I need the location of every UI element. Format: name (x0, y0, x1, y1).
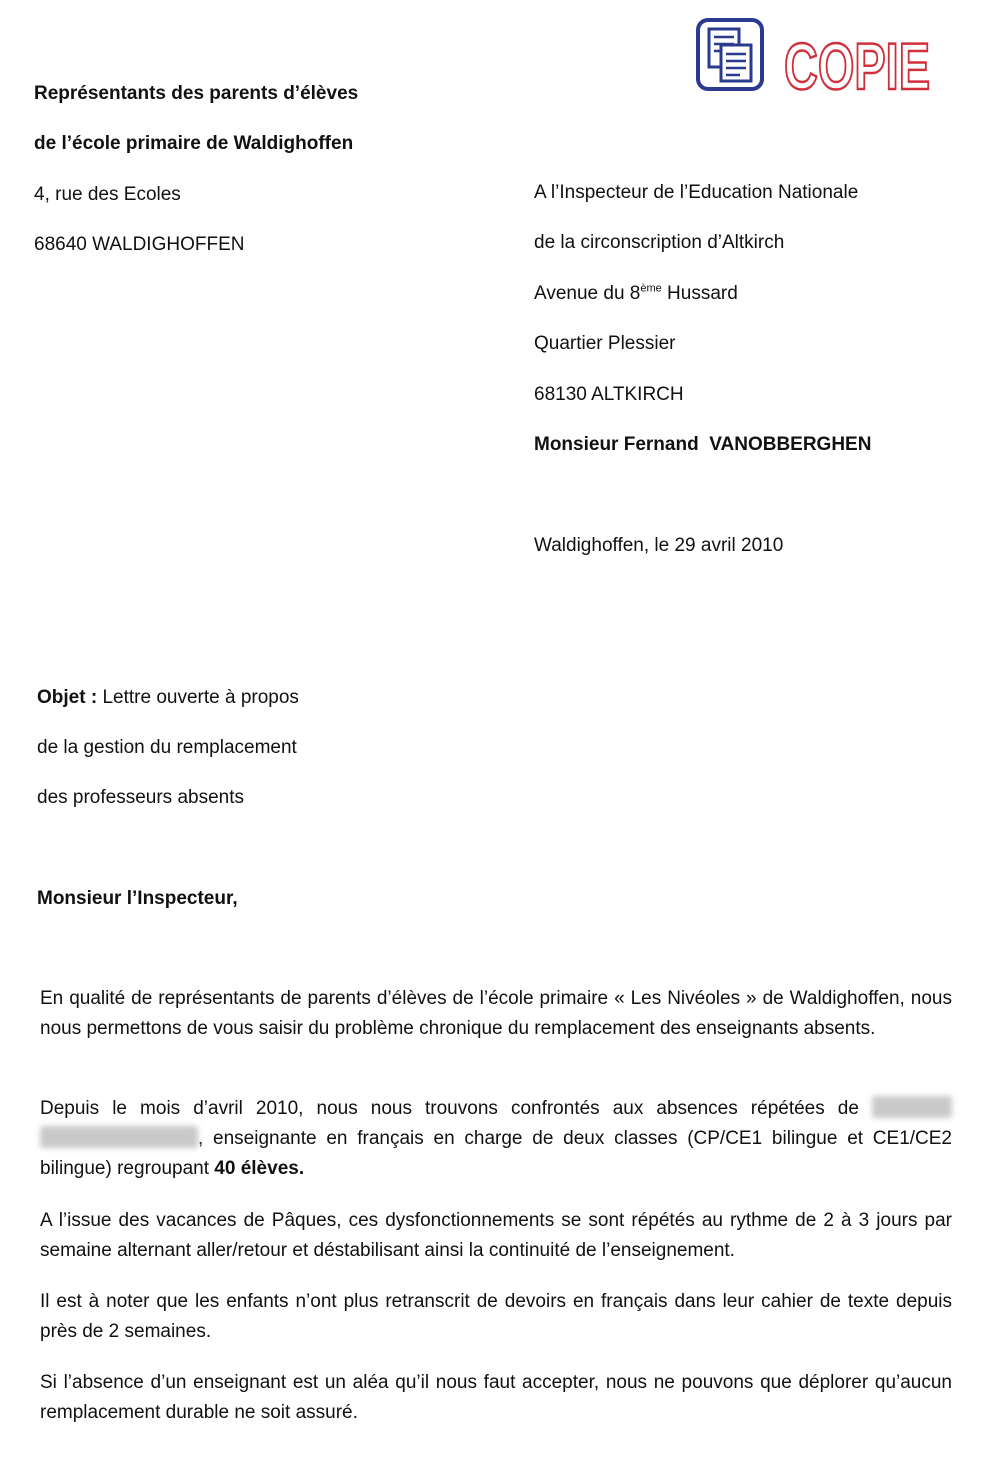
subject-line1: Objet : Lettre ouverte à propos (37, 687, 299, 708)
recipient-line1: A l’Inspecteur de l’Education Nationale (534, 182, 859, 203)
subject-line2: de la gestion du remplacement (37, 737, 297, 758)
body-paragraph-5: Si l’absence d’un enseignant est un aléa qu’il nous faut accepter, nous ne pouvons que déplorer qu’aucun remplacement durable ne soit assuré. (40, 1372, 952, 1423)
body-paragraph-2: Depuis le mois d’avril 2010, nous nous trouvons confrontés aux absences répétées de , enseignante en français en charge de deux classes (CP/CE1 bilingue et CE1/CE2 bilingue) regroupant 40 élèves. (40, 1098, 952, 1179)
document-stamp-icon (695, 17, 765, 92)
subject-label: Objet : (37, 687, 98, 708)
sender-city: 68640 WALDIGHOFFEN (34, 234, 245, 255)
recipient-line5: 68130 ALTKIRCH (534, 384, 684, 405)
recipient-line2: de la circonscription d’Altkirch (534, 232, 785, 253)
body-paragraph-3: A l’issue des vacances de Pâques, ces dysfonctionnements se sont répétés au rythme de 2 à 3 jours par semaine alternant aller/retour et déstabilisant ainsi la continuité de l’enseignement. (40, 1210, 952, 1261)
sender-line1: Représentants des parents d’élèves (34, 83, 359, 104)
subject-line3: des professeurs absents (37, 787, 245, 808)
recipient-name: Monsieur Fernand VANOBBERGHEN (534, 434, 872, 455)
body-paragraph-4: Il est à noter que les enfants n’ont plus retranscrit de devoirs en français dans leur cahier de texte depuis près de 2 semaines. (40, 1291, 952, 1342)
recipient-line3: Avenue du 8ème Hussard (534, 282, 738, 304)
body-paragraph-1: En qualité de représentants de parents d’élèves de l’école primaire « Les Nivéoles » de Waldighoffen, nous nous permettons de vous saisir du problème chronique du remplacement des enseignants absents. (40, 988, 952, 1039)
recipient-line4: Quartier Plessier (534, 333, 676, 354)
letter-date: Waldighoffen, le 29 avril 2010 (534, 535, 784, 556)
sender-line2: de l’école primaire de Waldighoffen (34, 133, 354, 154)
copie-stamp-text: COPIE (784, 29, 930, 103)
salutation: Monsieur l’Inspecteur, (37, 888, 238, 909)
redacted-name (40, 1126, 198, 1148)
copie-stamp (782, 25, 932, 101)
sender-street: 4, rue des Ecoles (34, 184, 181, 205)
redacted-name (872, 1096, 952, 1118)
